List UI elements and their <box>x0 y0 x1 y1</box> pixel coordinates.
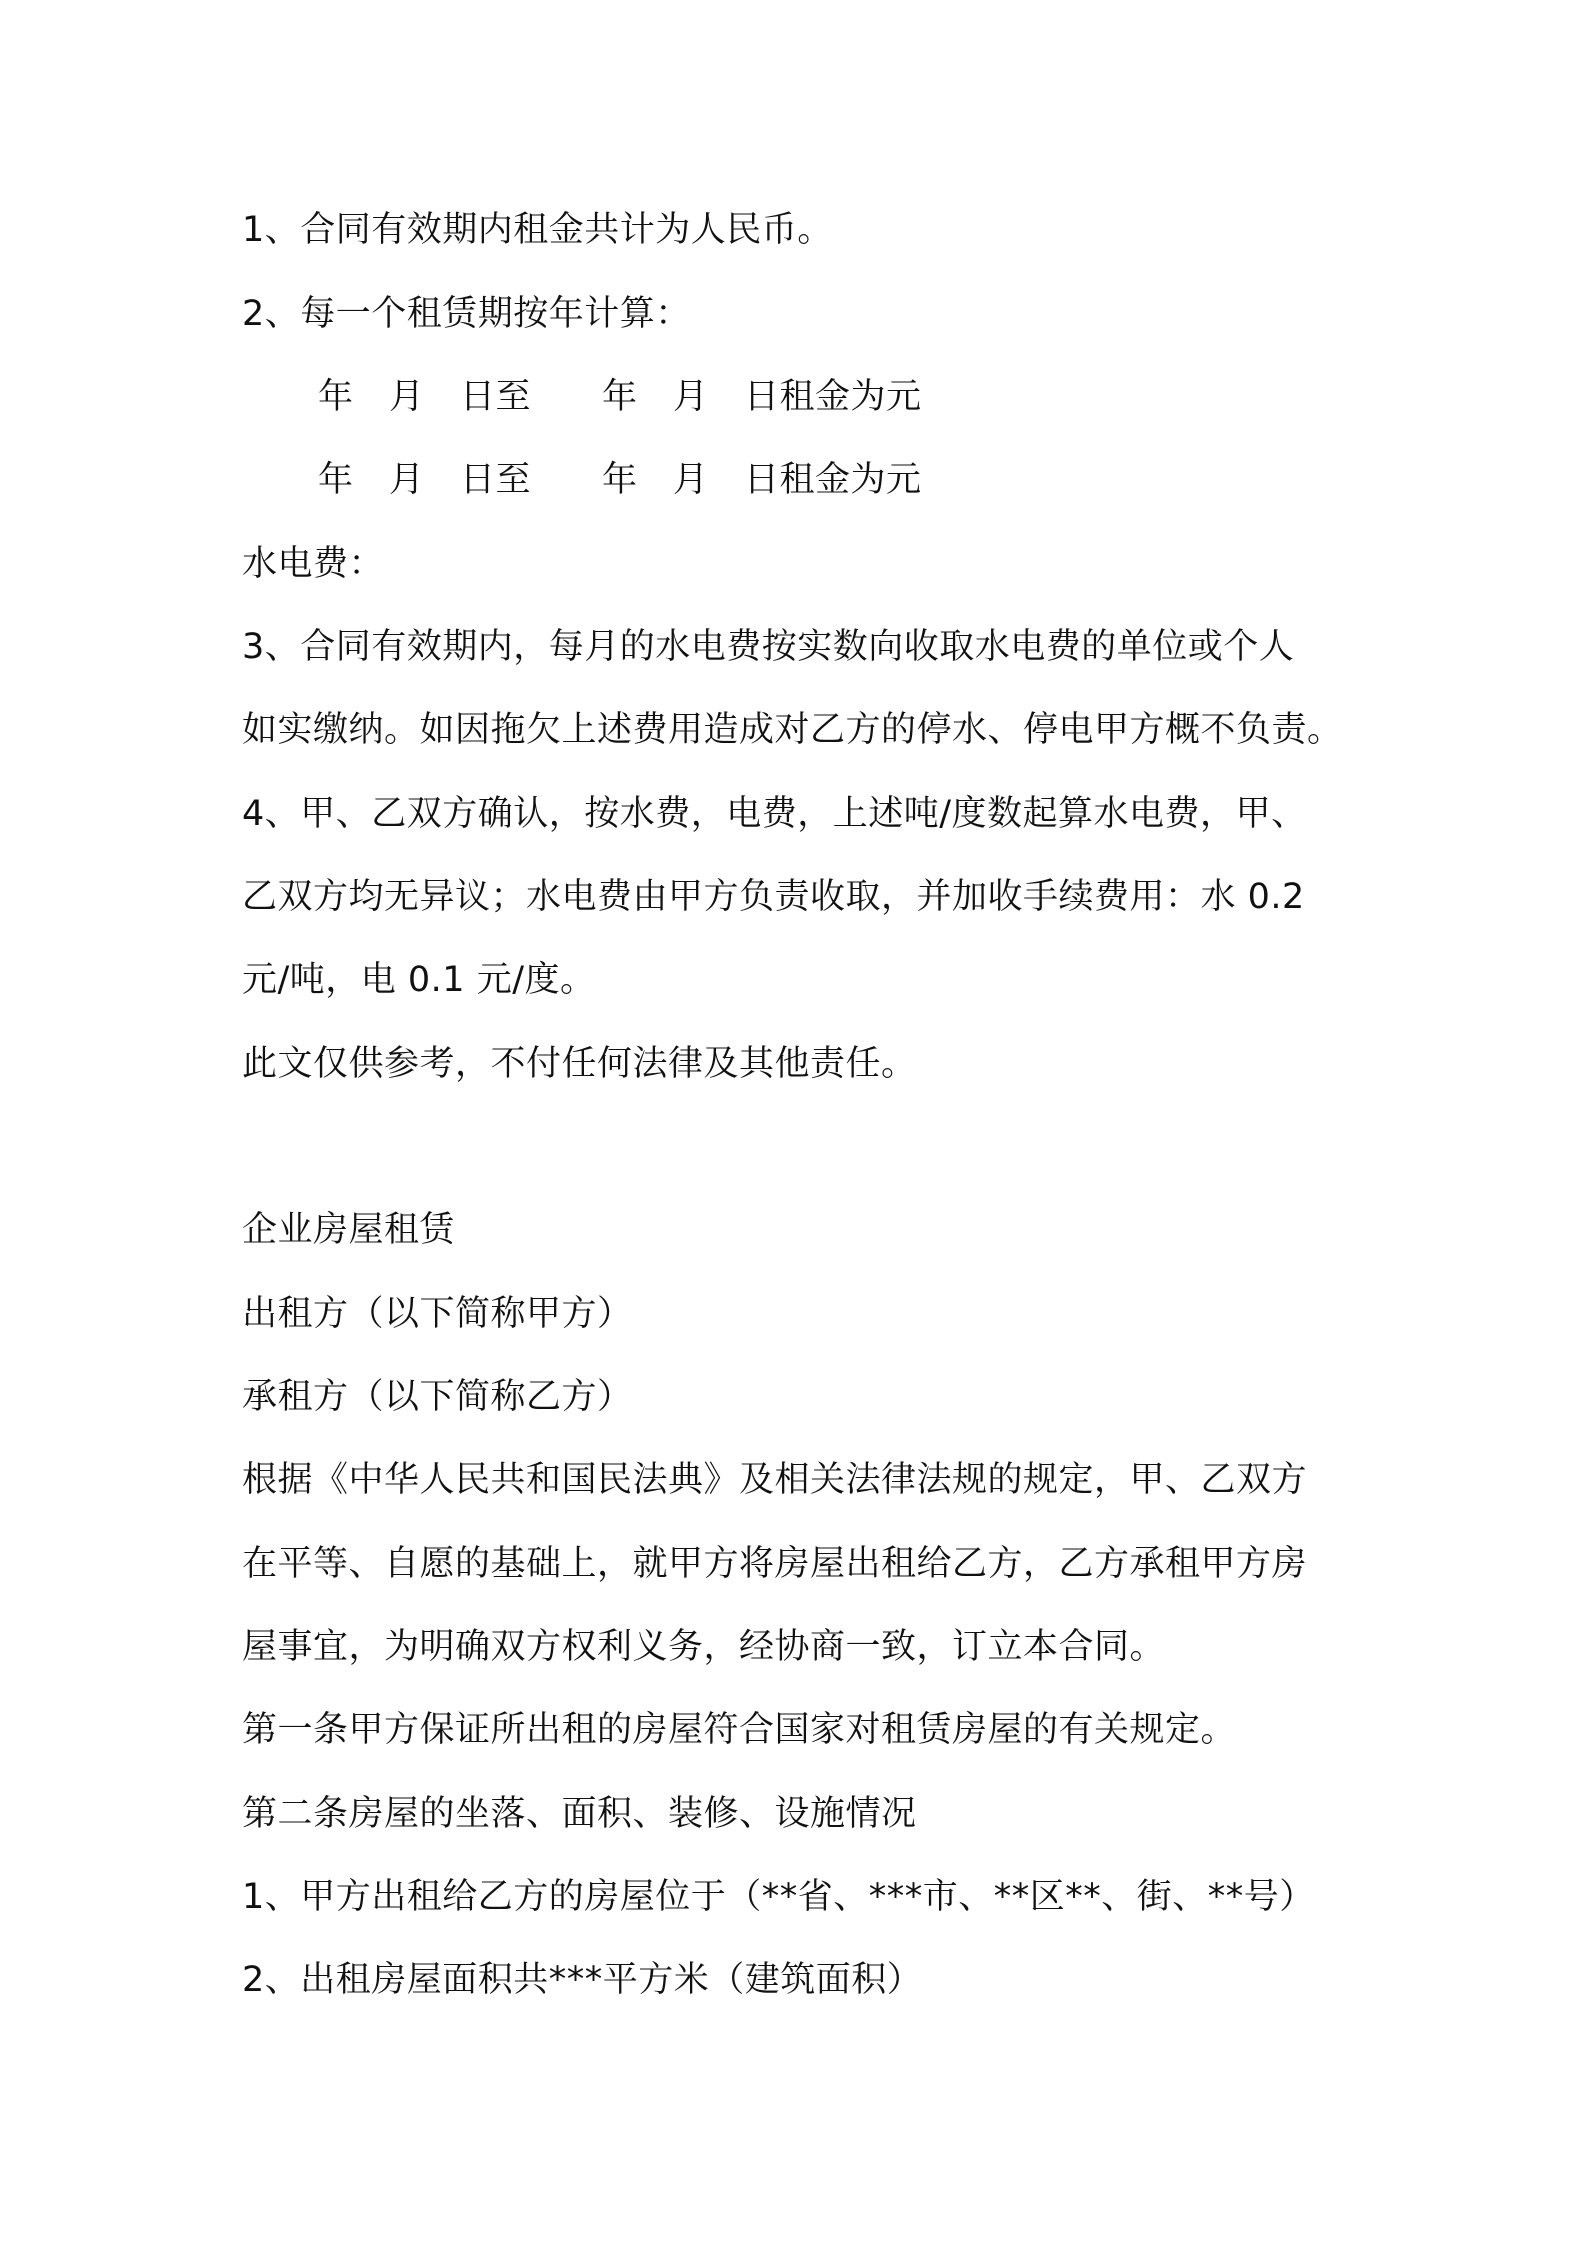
utilities-clause-line-1: 3、合同有效期内，每月的水电费按实数向收取水电费的单位或个人 <box>242 627 1295 667</box>
article-1: 第一条甲方保证所出租的房屋符合国家对租赁房屋的有关规定。 <box>242 1710 1237 1750</box>
preamble-line-2: 在平等、自愿的基础上，就甲方将房屋出租给乙方，乙方承租甲方房 <box>242 1544 1308 1584</box>
article-2-heading: 第二条房屋的坐落、面积、装修、设施情况 <box>242 1794 917 1834</box>
article-2-item-2: 2、出租房屋面积共***平方米（建筑面积） <box>242 1960 923 2000</box>
lease-period-row-2: 年 月 日至 年 月 日租金为元 <box>318 460 922 500</box>
preamble-line-3: 屋事宜，为明确双方权利义务，经协商一致，订立本合同。 <box>242 1627 1166 1667</box>
lease-period-clause: 2、每一个租赁期按年计算： <box>242 294 691 334</box>
meter-clause-line-1: 4、甲、乙双方确认，按水费，电费，上述吨/度数起算水电费，甲、 <box>242 794 1307 834</box>
lease-period-row-1: 年 月 日至 年 月 日租金为元 <box>318 377 922 417</box>
disclaimer: 此文仅供参考，不付任何法律及其他责任。 <box>242 1044 917 1084</box>
lessee-line: 承租方（以下简称乙方） <box>242 1377 633 1417</box>
utilities-clause-line-2: 如实缴纳。如因拖欠上述费用造成对乙方的停水、停电甲方概不负责。 <box>242 710 1343 750</box>
lessor-line: 出租方（以下简称甲方） <box>242 1294 633 1334</box>
meter-clause-line-2: 乙双方均无异议；水电费由甲方负责收取，并加收手续费用：水 0.2 <box>242 877 1305 917</box>
preamble-line-1: 根据《中华人民共和国民法典》及相关法律法规的规定，甲、乙双方 <box>242 1460 1308 1500</box>
utilities-heading: 水电费： <box>242 544 385 584</box>
article-2-item-1: 1、甲方出租给乙方的房屋位于（**省、***市、**区**、街、**号） <box>242 1877 1315 1917</box>
section-title: 企业房屋租赁 <box>242 1210 456 1250</box>
meter-clause-line-3: 元/吨，电 0.1 元/度。 <box>242 960 596 1000</box>
rent-total-clause: 1、合同有效期内租金共计为人民币。 <box>242 210 833 250</box>
